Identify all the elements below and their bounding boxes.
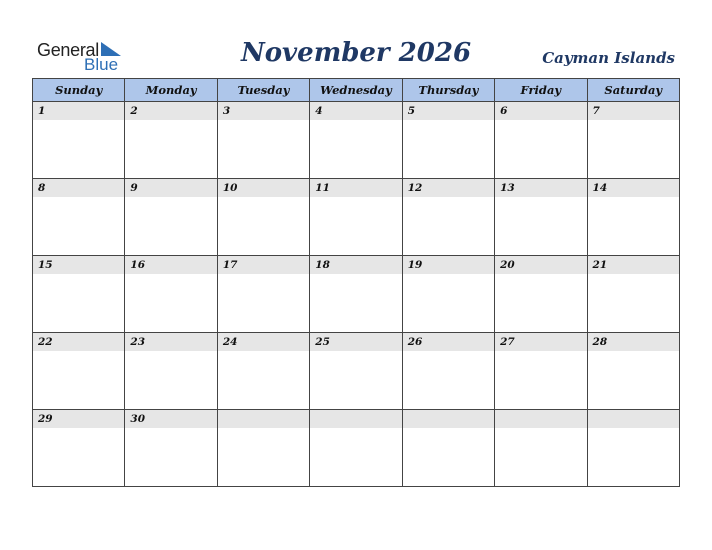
day-cell	[495, 333, 587, 410]
day-number: 26	[403, 333, 494, 351]
day-number: 3	[218, 102, 309, 120]
day-number: 21	[588, 256, 679, 274]
day-cell	[402, 410, 494, 487]
day-cell	[217, 102, 309, 179]
day-number: 28	[588, 333, 679, 351]
logo-text-general: General	[37, 40, 99, 60]
day-number: 22	[33, 333, 124, 351]
day-number: 17	[218, 256, 309, 274]
day-cell	[33, 410, 125, 487]
weekday-header: Friday	[495, 79, 587, 102]
day-cell	[125, 256, 217, 333]
day-cell	[402, 179, 494, 256]
day-cell	[495, 102, 587, 179]
day-cell	[495, 179, 587, 256]
day-number: 12	[403, 179, 494, 197]
day-cell	[125, 410, 217, 487]
day-cell	[310, 256, 402, 333]
day-cell	[217, 256, 309, 333]
day-number: 16	[125, 256, 216, 274]
day-cell	[587, 179, 679, 256]
calendar-title: November 2026	[240, 38, 472, 68]
day-number: 11	[310, 179, 401, 197]
day-cell	[125, 333, 217, 410]
day-cell	[33, 256, 125, 333]
day-cell	[310, 410, 402, 487]
day-number: 30	[125, 410, 216, 428]
day-cell	[402, 102, 494, 179]
day-cell	[402, 256, 494, 333]
day-number: 2	[125, 102, 216, 120]
day-cell	[310, 102, 402, 179]
week-row	[33, 256, 680, 333]
day-number: 8	[33, 179, 124, 197]
weekday-header: Tuesday	[217, 79, 309, 102]
week-row	[33, 179, 680, 256]
day-cell	[33, 102, 125, 179]
day-number	[218, 410, 309, 428]
day-number: 7	[588, 102, 679, 120]
day-cell	[33, 333, 125, 410]
day-number: 20	[495, 256, 586, 274]
day-number: 13	[495, 179, 586, 197]
week-row	[33, 333, 680, 410]
day-number	[310, 410, 401, 428]
day-cell	[495, 256, 587, 333]
day-number: 18	[310, 256, 401, 274]
day-cell	[587, 102, 679, 179]
day-number	[588, 410, 679, 428]
weekday-header: Thursday	[402, 79, 494, 102]
week-row	[33, 410, 680, 487]
day-number	[403, 410, 494, 428]
weekday-header: Saturday	[587, 79, 679, 102]
day-cell	[402, 333, 494, 410]
region-label: Cayman Islands	[542, 49, 675, 67]
weekday-header-row	[33, 79, 680, 102]
day-cell	[217, 333, 309, 410]
weekday-header: Sunday	[33, 79, 125, 102]
day-number: 14	[588, 179, 679, 197]
day-number: 5	[403, 102, 494, 120]
day-number: 15	[33, 256, 124, 274]
day-cell	[495, 410, 587, 487]
logo-text-blue: Blue	[84, 55, 119, 74]
day-number: 6	[495, 102, 586, 120]
day-number: 4	[310, 102, 401, 120]
day-cell	[217, 410, 309, 487]
day-cell	[587, 333, 679, 410]
day-number: 9	[125, 179, 216, 197]
day-cell	[125, 102, 217, 179]
day-cell	[587, 256, 679, 333]
day-number: 25	[310, 333, 401, 351]
weekday-header: Monday	[125, 79, 217, 102]
weekday-header: Wednesday	[310, 79, 402, 102]
calendar-grid	[32, 78, 680, 487]
day-cell	[310, 179, 402, 256]
day-number: 10	[218, 179, 309, 197]
day-number: 29	[33, 410, 124, 428]
day-cell	[587, 410, 679, 487]
day-cell	[125, 179, 217, 256]
day-number	[495, 410, 586, 428]
week-row	[33, 102, 680, 179]
day-number: 27	[495, 333, 586, 351]
day-cell	[33, 179, 125, 256]
day-number: 19	[403, 256, 494, 274]
day-cell	[217, 179, 309, 256]
day-number: 24	[218, 333, 309, 351]
day-cell	[310, 333, 402, 410]
day-number: 1	[33, 102, 124, 120]
day-number: 23	[125, 333, 216, 351]
